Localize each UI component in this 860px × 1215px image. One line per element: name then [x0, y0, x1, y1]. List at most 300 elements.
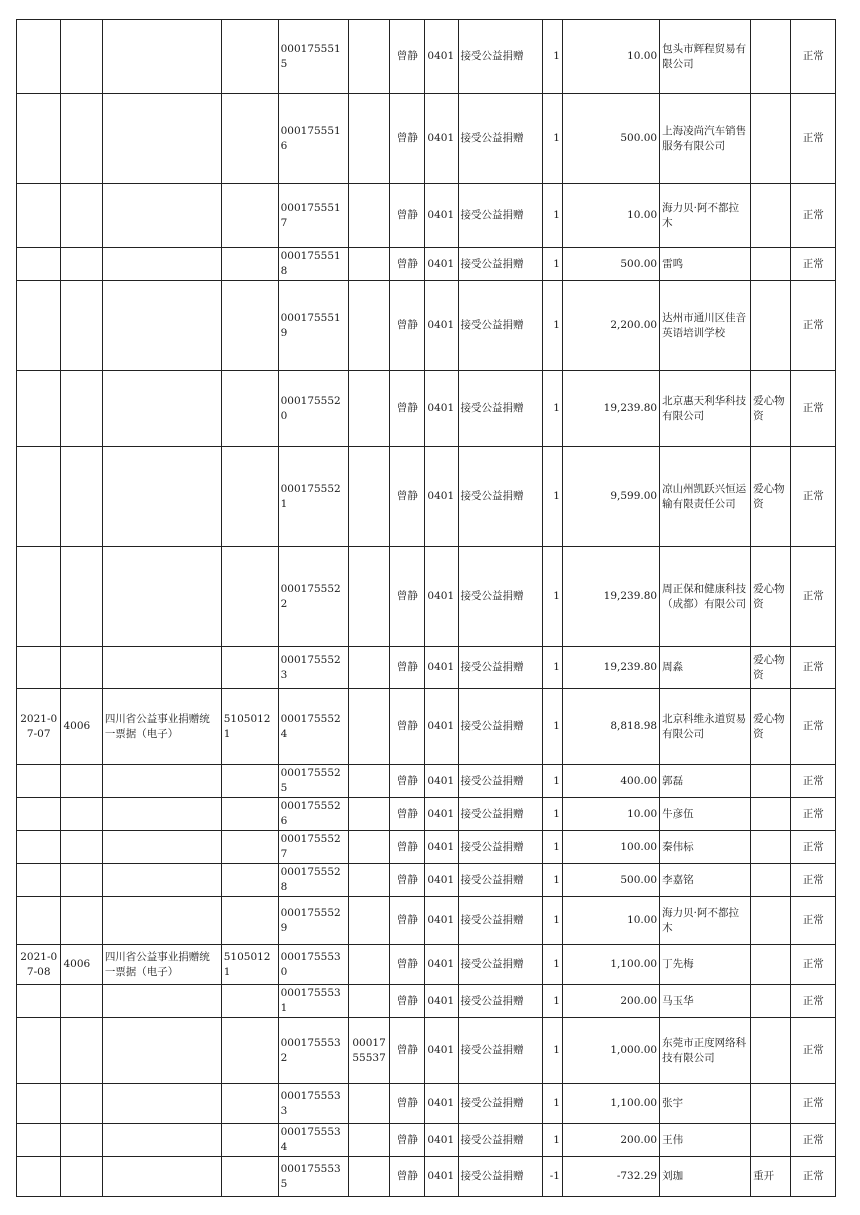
- batch-cell: [221, 1084, 278, 1124]
- item-cell: 接受公益捐赠: [458, 689, 543, 765]
- status-cell: 正常: [791, 864, 836, 897]
- payer-cell: 秦伟标: [660, 831, 751, 864]
- quantity-cell: 1: [543, 281, 563, 371]
- table-row: [17, 248, 836, 281]
- ledger-body: [17, 20, 836, 1197]
- bill-type-cell: [102, 765, 221, 798]
- status-cell: 正常: [791, 765, 836, 798]
- subject-code-cell: 0401: [425, 281, 458, 371]
- status-cell: 正常: [791, 447, 836, 547]
- payer-cell: 王伟: [660, 1124, 751, 1157]
- quantity-cell: 1: [543, 1084, 563, 1124]
- date-cell: [17, 1018, 61, 1084]
- batch-cell: [221, 1018, 278, 1084]
- amount-cell: 200.00: [562, 1124, 659, 1157]
- operator-cell: 曾静: [390, 1084, 425, 1124]
- item-cell: 接受公益捐赠: [458, 1157, 543, 1197]
- reference-number-cell: [348, 798, 389, 831]
- note-cell: [751, 831, 791, 864]
- date-cell: 2021-07-08: [17, 945, 61, 985]
- bill-number-cell: 0001755532: [278, 1018, 348, 1084]
- code-cell: [61, 371, 102, 447]
- reference-number-cell: 0001755537: [348, 1018, 389, 1084]
- operator-cell: 曾静: [390, 1018, 425, 1084]
- note-cell: 爱心物资: [751, 371, 791, 447]
- batch-cell: 51050121: [221, 689, 278, 765]
- bill-number-cell: 0001755527: [278, 831, 348, 864]
- subject-code-cell: 0401: [425, 547, 458, 647]
- quantity-cell: 1: [543, 1018, 563, 1084]
- subject-code-cell: 0401: [425, 1157, 458, 1197]
- payer-cell: 丁先梅: [660, 945, 751, 985]
- payer-cell: 包头市辉程贸易有限公司: [660, 20, 751, 94]
- bill-number-cell: 0001755522: [278, 547, 348, 647]
- subject-code-cell: 0401: [425, 765, 458, 798]
- bill-type-cell: [102, 94, 221, 184]
- code-cell: [61, 1124, 102, 1157]
- date-cell: [17, 1157, 61, 1197]
- item-cell: 接受公益捐赠: [458, 281, 543, 371]
- status-cell: 正常: [791, 1124, 836, 1157]
- bill-number-cell: 0001755516: [278, 94, 348, 184]
- quantity-cell: 1: [543, 765, 563, 798]
- code-cell: [61, 864, 102, 897]
- amount-cell: 10.00: [562, 184, 659, 248]
- reference-number-cell: [348, 765, 389, 798]
- table-row: [17, 547, 836, 647]
- reference-number-cell: [348, 985, 389, 1018]
- batch-cell: [221, 447, 278, 547]
- status-cell: 正常: [791, 1157, 836, 1197]
- reference-number-cell: [348, 184, 389, 248]
- date-cell: [17, 20, 61, 94]
- payer-cell: 海力贝·阿不都拉木: [660, 897, 751, 945]
- bill-number-cell: 0001755518: [278, 248, 348, 281]
- bill-number-cell: 0001755515: [278, 20, 348, 94]
- bill-type-cell: [102, 184, 221, 248]
- status-cell: 正常: [791, 184, 836, 248]
- reference-number-cell: [348, 897, 389, 945]
- note-cell: [751, 1018, 791, 1084]
- status-cell: 正常: [791, 20, 836, 94]
- amount-cell: 500.00: [562, 94, 659, 184]
- code-cell: [61, 985, 102, 1018]
- table-row: [17, 1124, 836, 1157]
- item-cell: 接受公益捐赠: [458, 798, 543, 831]
- operator-cell: 曾静: [390, 94, 425, 184]
- code-cell: [61, 447, 102, 547]
- bill-number-cell: 0001755523: [278, 647, 348, 689]
- reference-number-cell: [348, 647, 389, 689]
- note-cell: [751, 897, 791, 945]
- operator-cell: 曾静: [390, 547, 425, 647]
- table-row: [17, 371, 836, 447]
- bill-number-cell: 0001755524: [278, 689, 348, 765]
- subject-code-cell: 0401: [425, 20, 458, 94]
- batch-cell: [221, 371, 278, 447]
- table-row: [17, 281, 836, 371]
- code-cell: [61, 798, 102, 831]
- amount-cell: 500.00: [562, 248, 659, 281]
- quantity-cell: 1: [543, 547, 563, 647]
- bill-type-cell: [102, 20, 221, 94]
- code-cell: 4006: [61, 689, 102, 765]
- subject-code-cell: 0401: [425, 647, 458, 689]
- quantity-cell: 1: [543, 184, 563, 248]
- batch-cell: [221, 281, 278, 371]
- table-row: [17, 798, 836, 831]
- status-cell: 正常: [791, 897, 836, 945]
- quantity-cell: 1: [543, 1124, 563, 1157]
- payer-cell: 张宇: [660, 1084, 751, 1124]
- date-cell: [17, 281, 61, 371]
- table-row: [17, 20, 836, 94]
- batch-cell: [221, 765, 278, 798]
- code-cell: [61, 281, 102, 371]
- code-cell: [61, 1018, 102, 1084]
- note-cell: [751, 248, 791, 281]
- bill-type-cell: [102, 1084, 221, 1124]
- amount-cell: 1,100.00: [562, 1084, 659, 1124]
- quantity-cell: 1: [543, 371, 563, 447]
- status-cell: 正常: [791, 798, 836, 831]
- quantity-cell: 1: [543, 94, 563, 184]
- bill-number-cell: 0001755535: [278, 1157, 348, 1197]
- bill-type-cell: [102, 798, 221, 831]
- item-cell: 接受公益捐赠: [458, 945, 543, 985]
- status-cell: 正常: [791, 831, 836, 864]
- operator-cell: 曾静: [390, 1157, 425, 1197]
- item-cell: 接受公益捐赠: [458, 248, 543, 281]
- operator-cell: 曾静: [390, 20, 425, 94]
- date-cell: [17, 798, 61, 831]
- bill-type-cell: [102, 1018, 221, 1084]
- quantity-cell: 1: [543, 248, 563, 281]
- subject-code-cell: 0401: [425, 1018, 458, 1084]
- payer-cell: 郭磊: [660, 765, 751, 798]
- payer-cell: 上海凌尚汽车销售服务有限公司: [660, 94, 751, 184]
- bill-type-cell: [102, 864, 221, 897]
- operator-cell: 曾静: [390, 248, 425, 281]
- reference-number-cell: [348, 689, 389, 765]
- date-cell: [17, 447, 61, 547]
- operator-cell: 曾静: [390, 831, 425, 864]
- date-cell: [17, 985, 61, 1018]
- note-cell: 爱心物资: [751, 447, 791, 547]
- amount-cell: 19,239.80: [562, 371, 659, 447]
- bill-number-cell: 0001755533: [278, 1084, 348, 1124]
- table-row: [17, 897, 836, 945]
- payer-cell: 北京科维永道贸易有限公司: [660, 689, 751, 765]
- bill-type-cell: [102, 1157, 221, 1197]
- reference-number-cell: [348, 20, 389, 94]
- date-cell: [17, 94, 61, 184]
- code-cell: [61, 184, 102, 248]
- status-cell: 正常: [791, 945, 836, 985]
- code-cell: [61, 897, 102, 945]
- reference-number-cell: [348, 248, 389, 281]
- operator-cell: 曾静: [390, 447, 425, 547]
- amount-cell: 10.00: [562, 897, 659, 945]
- code-cell: [61, 765, 102, 798]
- amount-cell: 100.00: [562, 831, 659, 864]
- payer-cell: 东莞市正度网络科技有限公司: [660, 1018, 751, 1084]
- table-row: [17, 945, 836, 985]
- date-cell: [17, 1084, 61, 1124]
- bill-type-cell: [102, 985, 221, 1018]
- batch-cell: [221, 647, 278, 689]
- quantity-cell: 1: [543, 647, 563, 689]
- operator-cell: 曾静: [390, 281, 425, 371]
- amount-cell: 500.00: [562, 864, 659, 897]
- note-cell: 重开: [751, 1157, 791, 1197]
- operator-cell: 曾静: [390, 371, 425, 447]
- reference-number-cell: [348, 1124, 389, 1157]
- item-cell: 接受公益捐赠: [458, 1084, 543, 1124]
- payer-cell: 达州市通川区佳音英语培训学校: [660, 281, 751, 371]
- quantity-cell: 1: [543, 985, 563, 1018]
- payer-cell: 凉山州凯跃兴恒运输有限责任公司: [660, 447, 751, 547]
- reference-number-cell: [348, 94, 389, 184]
- note-cell: 爱心物资: [751, 689, 791, 765]
- status-cell: 正常: [791, 281, 836, 371]
- item-cell: 接受公益捐赠: [458, 184, 543, 248]
- date-cell: [17, 248, 61, 281]
- amount-cell: 2,200.00: [562, 281, 659, 371]
- operator-cell: 曾静: [390, 864, 425, 897]
- bill-number-cell: 0001755520: [278, 371, 348, 447]
- batch-cell: [221, 184, 278, 248]
- amount-cell: 9,599.00: [562, 447, 659, 547]
- note-cell: [751, 864, 791, 897]
- operator-cell: 曾静: [390, 647, 425, 689]
- amount-cell: 19,239.80: [562, 647, 659, 689]
- date-cell: [17, 647, 61, 689]
- payer-cell: 海力贝·阿不都拉木: [660, 184, 751, 248]
- bill-type-cell: [102, 897, 221, 945]
- bill-type-cell: [102, 647, 221, 689]
- table-row: [17, 831, 836, 864]
- reference-number-cell: [348, 945, 389, 985]
- table-row: [17, 184, 836, 248]
- status-cell: 正常: [791, 1084, 836, 1124]
- bill-number-cell: 0001755525: [278, 765, 348, 798]
- item-cell: 接受公益捐赠: [458, 371, 543, 447]
- payer-cell: 北京惠天利华科技有限公司: [660, 371, 751, 447]
- subject-code-cell: 0401: [425, 248, 458, 281]
- date-cell: [17, 765, 61, 798]
- quantity-cell: 1: [543, 945, 563, 985]
- table-row: [17, 647, 836, 689]
- item-cell: 接受公益捐赠: [458, 765, 543, 798]
- bill-number-cell: 0001755528: [278, 864, 348, 897]
- reference-number-cell: [348, 447, 389, 547]
- quantity-cell: 1: [543, 447, 563, 547]
- note-cell: [751, 1124, 791, 1157]
- bill-type-cell: [102, 371, 221, 447]
- batch-cell: [221, 248, 278, 281]
- note-cell: [751, 281, 791, 371]
- amount-cell: -732.29: [562, 1157, 659, 1197]
- subject-code-cell: 0401: [425, 897, 458, 945]
- bill-number-cell: 0001755517: [278, 184, 348, 248]
- table-row: [17, 1157, 836, 1197]
- amount-cell: 10.00: [562, 20, 659, 94]
- status-cell: 正常: [791, 248, 836, 281]
- code-cell: [61, 647, 102, 689]
- payer-cell: 周正保和健康科技（成都）有限公司: [660, 547, 751, 647]
- batch-cell: [221, 897, 278, 945]
- payer-cell: 周淼: [660, 647, 751, 689]
- payer-cell: 牛彦伍: [660, 798, 751, 831]
- donation-ledger-table: [16, 19, 836, 1197]
- bill-number-cell: 0001755534: [278, 1124, 348, 1157]
- operator-cell: 曾静: [390, 985, 425, 1018]
- reference-number-cell: [348, 1157, 389, 1197]
- table-row: [17, 689, 836, 765]
- reference-number-cell: [348, 547, 389, 647]
- table-row: [17, 765, 836, 798]
- subject-code-cell: 0401: [425, 1124, 458, 1157]
- note-cell: [751, 945, 791, 985]
- bill-type-cell: [102, 1124, 221, 1157]
- operator-cell: 曾静: [390, 689, 425, 765]
- quantity-cell: 1: [543, 831, 563, 864]
- code-cell: [61, 248, 102, 281]
- subject-code-cell: 0401: [425, 864, 458, 897]
- table-row: [17, 864, 836, 897]
- reference-number-cell: [348, 831, 389, 864]
- reference-number-cell: [348, 281, 389, 371]
- status-cell: 正常: [791, 985, 836, 1018]
- date-cell: [17, 864, 61, 897]
- item-cell: 接受公益捐赠: [458, 94, 543, 184]
- operator-cell: 曾静: [390, 765, 425, 798]
- code-cell: [61, 1084, 102, 1124]
- status-cell: 正常: [791, 547, 836, 647]
- note-cell: 爱心物资: [751, 647, 791, 689]
- batch-cell: [221, 1157, 278, 1197]
- date-cell: [17, 547, 61, 647]
- subject-code-cell: 0401: [425, 447, 458, 547]
- batch-cell: [221, 798, 278, 831]
- payer-cell: 刘珈: [660, 1157, 751, 1197]
- batch-cell: [221, 94, 278, 184]
- item-cell: 接受公益捐赠: [458, 985, 543, 1018]
- bill-type-cell: [102, 447, 221, 547]
- code-cell: [61, 94, 102, 184]
- batch-cell: [221, 985, 278, 1018]
- operator-cell: 曾静: [390, 184, 425, 248]
- operator-cell: 曾静: [390, 798, 425, 831]
- bill-type-cell: 四川省公益事业捐赠统一票据（电子）: [102, 945, 221, 985]
- table-row: [17, 94, 836, 184]
- operator-cell: 曾静: [390, 945, 425, 985]
- bill-number-cell: 0001755531: [278, 985, 348, 1018]
- code-cell: [61, 20, 102, 94]
- quantity-cell: 1: [543, 897, 563, 945]
- amount-cell: 1,000.00: [562, 1018, 659, 1084]
- subject-code-cell: 0401: [425, 945, 458, 985]
- note-cell: [751, 765, 791, 798]
- subject-code-cell: 0401: [425, 798, 458, 831]
- subject-code-cell: 0401: [425, 184, 458, 248]
- status-cell: 正常: [791, 94, 836, 184]
- status-cell: 正常: [791, 689, 836, 765]
- amount-cell: 19,239.80: [562, 547, 659, 647]
- subject-code-cell: 0401: [425, 1084, 458, 1124]
- amount-cell: 400.00: [562, 765, 659, 798]
- date-cell: [17, 831, 61, 864]
- subject-code-cell: 0401: [425, 985, 458, 1018]
- item-cell: 接受公益捐赠: [458, 897, 543, 945]
- operator-cell: 曾静: [390, 1124, 425, 1157]
- subject-code-cell: 0401: [425, 831, 458, 864]
- bill-number-cell: 0001755530: [278, 945, 348, 985]
- bill-type-cell: [102, 831, 221, 864]
- bill-number-cell: 0001755521: [278, 447, 348, 547]
- note-cell: [751, 94, 791, 184]
- note-cell: [751, 184, 791, 248]
- status-cell: 正常: [791, 647, 836, 689]
- quantity-cell: 1: [543, 864, 563, 897]
- batch-cell: [221, 547, 278, 647]
- status-cell: 正常: [791, 371, 836, 447]
- bill-number-cell: 0001755526: [278, 798, 348, 831]
- batch-cell: [221, 864, 278, 897]
- bill-type-cell: [102, 281, 221, 371]
- note-cell: [751, 798, 791, 831]
- item-cell: 接受公益捐赠: [458, 647, 543, 689]
- code-cell: [61, 547, 102, 647]
- payer-cell: 马玉华: [660, 985, 751, 1018]
- batch-cell: [221, 831, 278, 864]
- reference-number-cell: [348, 1084, 389, 1124]
- bill-type-cell: 四川省公益事业捐赠统一票据（电子）: [102, 689, 221, 765]
- table-row: [17, 985, 836, 1018]
- item-cell: 接受公益捐赠: [458, 547, 543, 647]
- subject-code-cell: 0401: [425, 371, 458, 447]
- quantity-cell: 1: [543, 689, 563, 765]
- amount-cell: 200.00: [562, 985, 659, 1018]
- note-cell: [751, 1084, 791, 1124]
- date-cell: [17, 897, 61, 945]
- date-cell: 2021-07-07: [17, 689, 61, 765]
- amount-cell: 1,100.00: [562, 945, 659, 985]
- reference-number-cell: [348, 371, 389, 447]
- status-cell: 正常: [791, 1018, 836, 1084]
- item-cell: 接受公益捐赠: [458, 20, 543, 94]
- code-cell: 4006: [61, 945, 102, 985]
- reference-number-cell: [348, 864, 389, 897]
- quantity-cell: 1: [543, 20, 563, 94]
- bill-number-cell: 0001755529: [278, 897, 348, 945]
- operator-cell: 曾静: [390, 897, 425, 945]
- subject-code-cell: 0401: [425, 689, 458, 765]
- amount-cell: 10.00: [562, 798, 659, 831]
- item-cell: 接受公益捐赠: [458, 447, 543, 547]
- quantity-cell: -1: [543, 1157, 563, 1197]
- note-cell: [751, 20, 791, 94]
- table-row: [17, 447, 836, 547]
- date-cell: [17, 371, 61, 447]
- payer-cell: 雷鸣: [660, 248, 751, 281]
- code-cell: [61, 831, 102, 864]
- note-cell: 爱心物资: [751, 547, 791, 647]
- item-cell: 接受公益捐赠: [458, 1124, 543, 1157]
- item-cell: 接受公益捐赠: [458, 831, 543, 864]
- bill-number-cell: 0001755519: [278, 281, 348, 371]
